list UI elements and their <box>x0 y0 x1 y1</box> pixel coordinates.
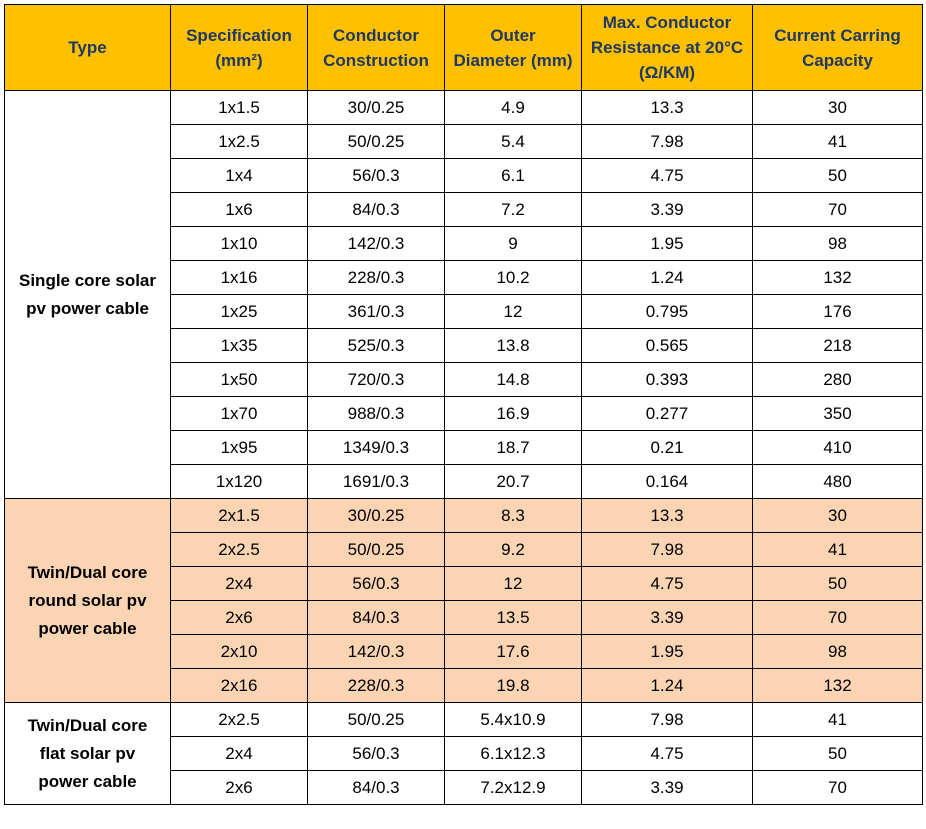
spec-cell: 1x16 <box>171 261 308 295</box>
spec-cell: 1x35 <box>171 329 308 363</box>
spec-cell: 1x95 <box>171 431 308 465</box>
type-label-line: flat solar pv <box>39 743 136 763</box>
capacity-cell: 98 <box>753 227 923 261</box>
spec-cell: 2x4 <box>171 737 308 771</box>
table-row <box>5 499 923 533</box>
construction-cell: 1349/0.3 <box>308 431 445 465</box>
resistance-cell: 13.3 <box>582 91 753 125</box>
diameter-cell: 19.8 <box>445 669 582 703</box>
header-current-capacity: Current Carring Capacity <box>753 5 923 91</box>
type-label-line: pv power cable <box>26 298 149 318</box>
resistance-cell: 4.75 <box>582 159 753 193</box>
capacity-cell: 70 <box>753 601 923 635</box>
spec-cell: 2x16 <box>171 669 308 703</box>
capacity-cell: 30 <box>753 91 923 125</box>
resistance-cell: 0.393 <box>582 363 753 397</box>
resistance-cell: 3.39 <box>582 771 753 805</box>
spec-cell: 1x1.5 <box>171 91 308 125</box>
resistance-cell: 7.98 <box>582 533 753 567</box>
construction-cell: 988/0.3 <box>308 397 445 431</box>
spec-cell: 1x10 <box>171 227 308 261</box>
construction-cell: 84/0.3 <box>308 771 445 805</box>
capacity-cell: 41 <box>753 533 923 567</box>
capacity-cell: 50 <box>753 159 923 193</box>
construction-cell: 56/0.3 <box>308 567 445 601</box>
capacity-cell: 50 <box>753 737 923 771</box>
diameter-cell: 6.1x12.3 <box>445 737 582 771</box>
spec-cell: 2x1.5 <box>171 499 308 533</box>
construction-cell: 30/0.25 <box>308 499 445 533</box>
construction-cell: 361/0.3 <box>308 295 445 329</box>
resistance-cell: 1.95 <box>582 635 753 669</box>
capacity-cell: 410 <box>753 431 923 465</box>
resistance-cell: 0.795 <box>582 295 753 329</box>
diameter-cell: 12 <box>445 295 582 329</box>
spec-cell: 2x6 <box>171 771 308 805</box>
capacity-cell: 350 <box>753 397 923 431</box>
construction-cell: 56/0.3 <box>308 737 445 771</box>
resistance-cell: 3.39 <box>582 193 753 227</box>
resistance-cell: 7.98 <box>582 703 753 737</box>
diameter-cell: 18.7 <box>445 431 582 465</box>
resistance-cell: 13.3 <box>582 499 753 533</box>
resistance-cell: 4.75 <box>582 567 753 601</box>
diameter-cell: 5.4x10.9 <box>445 703 582 737</box>
spec-cell: 2x2.5 <box>171 703 308 737</box>
construction-cell: 84/0.3 <box>308 193 445 227</box>
cable-spec-table <box>4 4 923 805</box>
construction-cell: 142/0.3 <box>308 227 445 261</box>
construction-cell: 56/0.3 <box>308 159 445 193</box>
type-label-line: power cable <box>38 771 137 791</box>
construction-cell: 1691/0.3 <box>308 465 445 499</box>
capacity-cell: 176 <box>753 295 923 329</box>
construction-cell: 50/0.25 <box>308 125 445 159</box>
construction-cell: 228/0.3 <box>308 669 445 703</box>
construction-cell: 228/0.3 <box>308 261 445 295</box>
spec-cell: 2x2.5 <box>171 533 308 567</box>
capacity-cell: 30 <box>753 499 923 533</box>
capacity-cell: 132 <box>753 669 923 703</box>
resistance-cell: 0.277 <box>582 397 753 431</box>
type-label-line: Twin/Dual core <box>27 562 148 582</box>
resistance-cell: 3.39 <box>582 601 753 635</box>
capacity-cell: 480 <box>753 465 923 499</box>
table-body <box>5 91 923 805</box>
construction-cell: 720/0.3 <box>308 363 445 397</box>
resistance-cell: 0.164 <box>582 465 753 499</box>
resistance-cell: 1.95 <box>582 227 753 261</box>
spec-cell: 1x4 <box>171 159 308 193</box>
capacity-cell: 70 <box>753 193 923 227</box>
diameter-cell: 9.2 <box>445 533 582 567</box>
spec-cell: 1x25 <box>171 295 308 329</box>
capacity-cell: 218 <box>753 329 923 363</box>
construction-cell: 84/0.3 <box>308 601 445 635</box>
spec-cell: 1x70 <box>171 397 308 431</box>
resistance-cell: 7.98 <box>582 125 753 159</box>
diameter-cell: 5.4 <box>445 125 582 159</box>
spec-cell: 1x2.5 <box>171 125 308 159</box>
capacity-cell: 70 <box>753 771 923 805</box>
construction-cell: 30/0.25 <box>308 91 445 125</box>
type-cell-single-core <box>5 91 171 499</box>
header-outer-diameter: Outer Diameter (mm) <box>445 5 582 91</box>
header-type: Type <box>5 5 171 91</box>
diameter-cell: 14.8 <box>445 363 582 397</box>
diameter-cell: 4.9 <box>445 91 582 125</box>
capacity-cell: 98 <box>753 635 923 669</box>
diameter-cell: 6.1 <box>445 159 582 193</box>
construction-cell: 50/0.25 <box>308 703 445 737</box>
type-label-line: round solar pv <box>28 590 147 610</box>
type-cell-twin-flat <box>5 703 171 805</box>
diameter-cell: 17.6 <box>445 635 582 669</box>
resistance-cell: 1.24 <box>582 669 753 703</box>
diameter-cell: 13.5 <box>445 601 582 635</box>
capacity-cell: 41 <box>753 703 923 737</box>
resistance-cell: 4.75 <box>582 737 753 771</box>
spec-cell: 1x50 <box>171 363 308 397</box>
construction-cell: 142/0.3 <box>308 635 445 669</box>
type-label-line: Twin/Dual core <box>27 715 148 735</box>
capacity-cell: 50 <box>753 567 923 601</box>
diameter-cell: 7.2x12.9 <box>445 771 582 805</box>
type-label-line: power cable <box>38 618 137 638</box>
spec-cell: 2x6 <box>171 601 308 635</box>
diameter-cell: 13.8 <box>445 329 582 363</box>
capacity-cell: 132 <box>753 261 923 295</box>
capacity-cell: 280 <box>753 363 923 397</box>
header-row <box>5 5 923 91</box>
spec-cell: 1x120 <box>171 465 308 499</box>
diameter-cell: 20.7 <box>445 465 582 499</box>
construction-cell: 525/0.3 <box>308 329 445 363</box>
header-max-resistance: Max. Conductor Resistance at 20°C (Ω/KM) <box>582 5 753 91</box>
type-label-line: Single core solar <box>19 270 156 290</box>
spec-cell: 2x10 <box>171 635 308 669</box>
resistance-cell: 1.24 <box>582 261 753 295</box>
capacity-cell: 41 <box>753 125 923 159</box>
diameter-cell: 12 <box>445 567 582 601</box>
spec-cell: 1x6 <box>171 193 308 227</box>
type-cell-twin-round <box>5 499 171 703</box>
table-row <box>5 91 923 125</box>
resistance-cell: 0.565 <box>582 329 753 363</box>
diameter-cell: 10.2 <box>445 261 582 295</box>
diameter-cell: 8.3 <box>445 499 582 533</box>
resistance-cell: 0.21 <box>582 431 753 465</box>
header-specification: Specification (mm²) <box>171 5 308 91</box>
spec-cell: 2x4 <box>171 567 308 601</box>
diameter-cell: 7.2 <box>445 193 582 227</box>
diameter-cell: 16.9 <box>445 397 582 431</box>
diameter-cell: 9 <box>445 227 582 261</box>
table-row <box>5 703 923 737</box>
construction-cell: 50/0.25 <box>308 533 445 567</box>
header-conductor-construction: Conductor Construction <box>308 5 445 91</box>
